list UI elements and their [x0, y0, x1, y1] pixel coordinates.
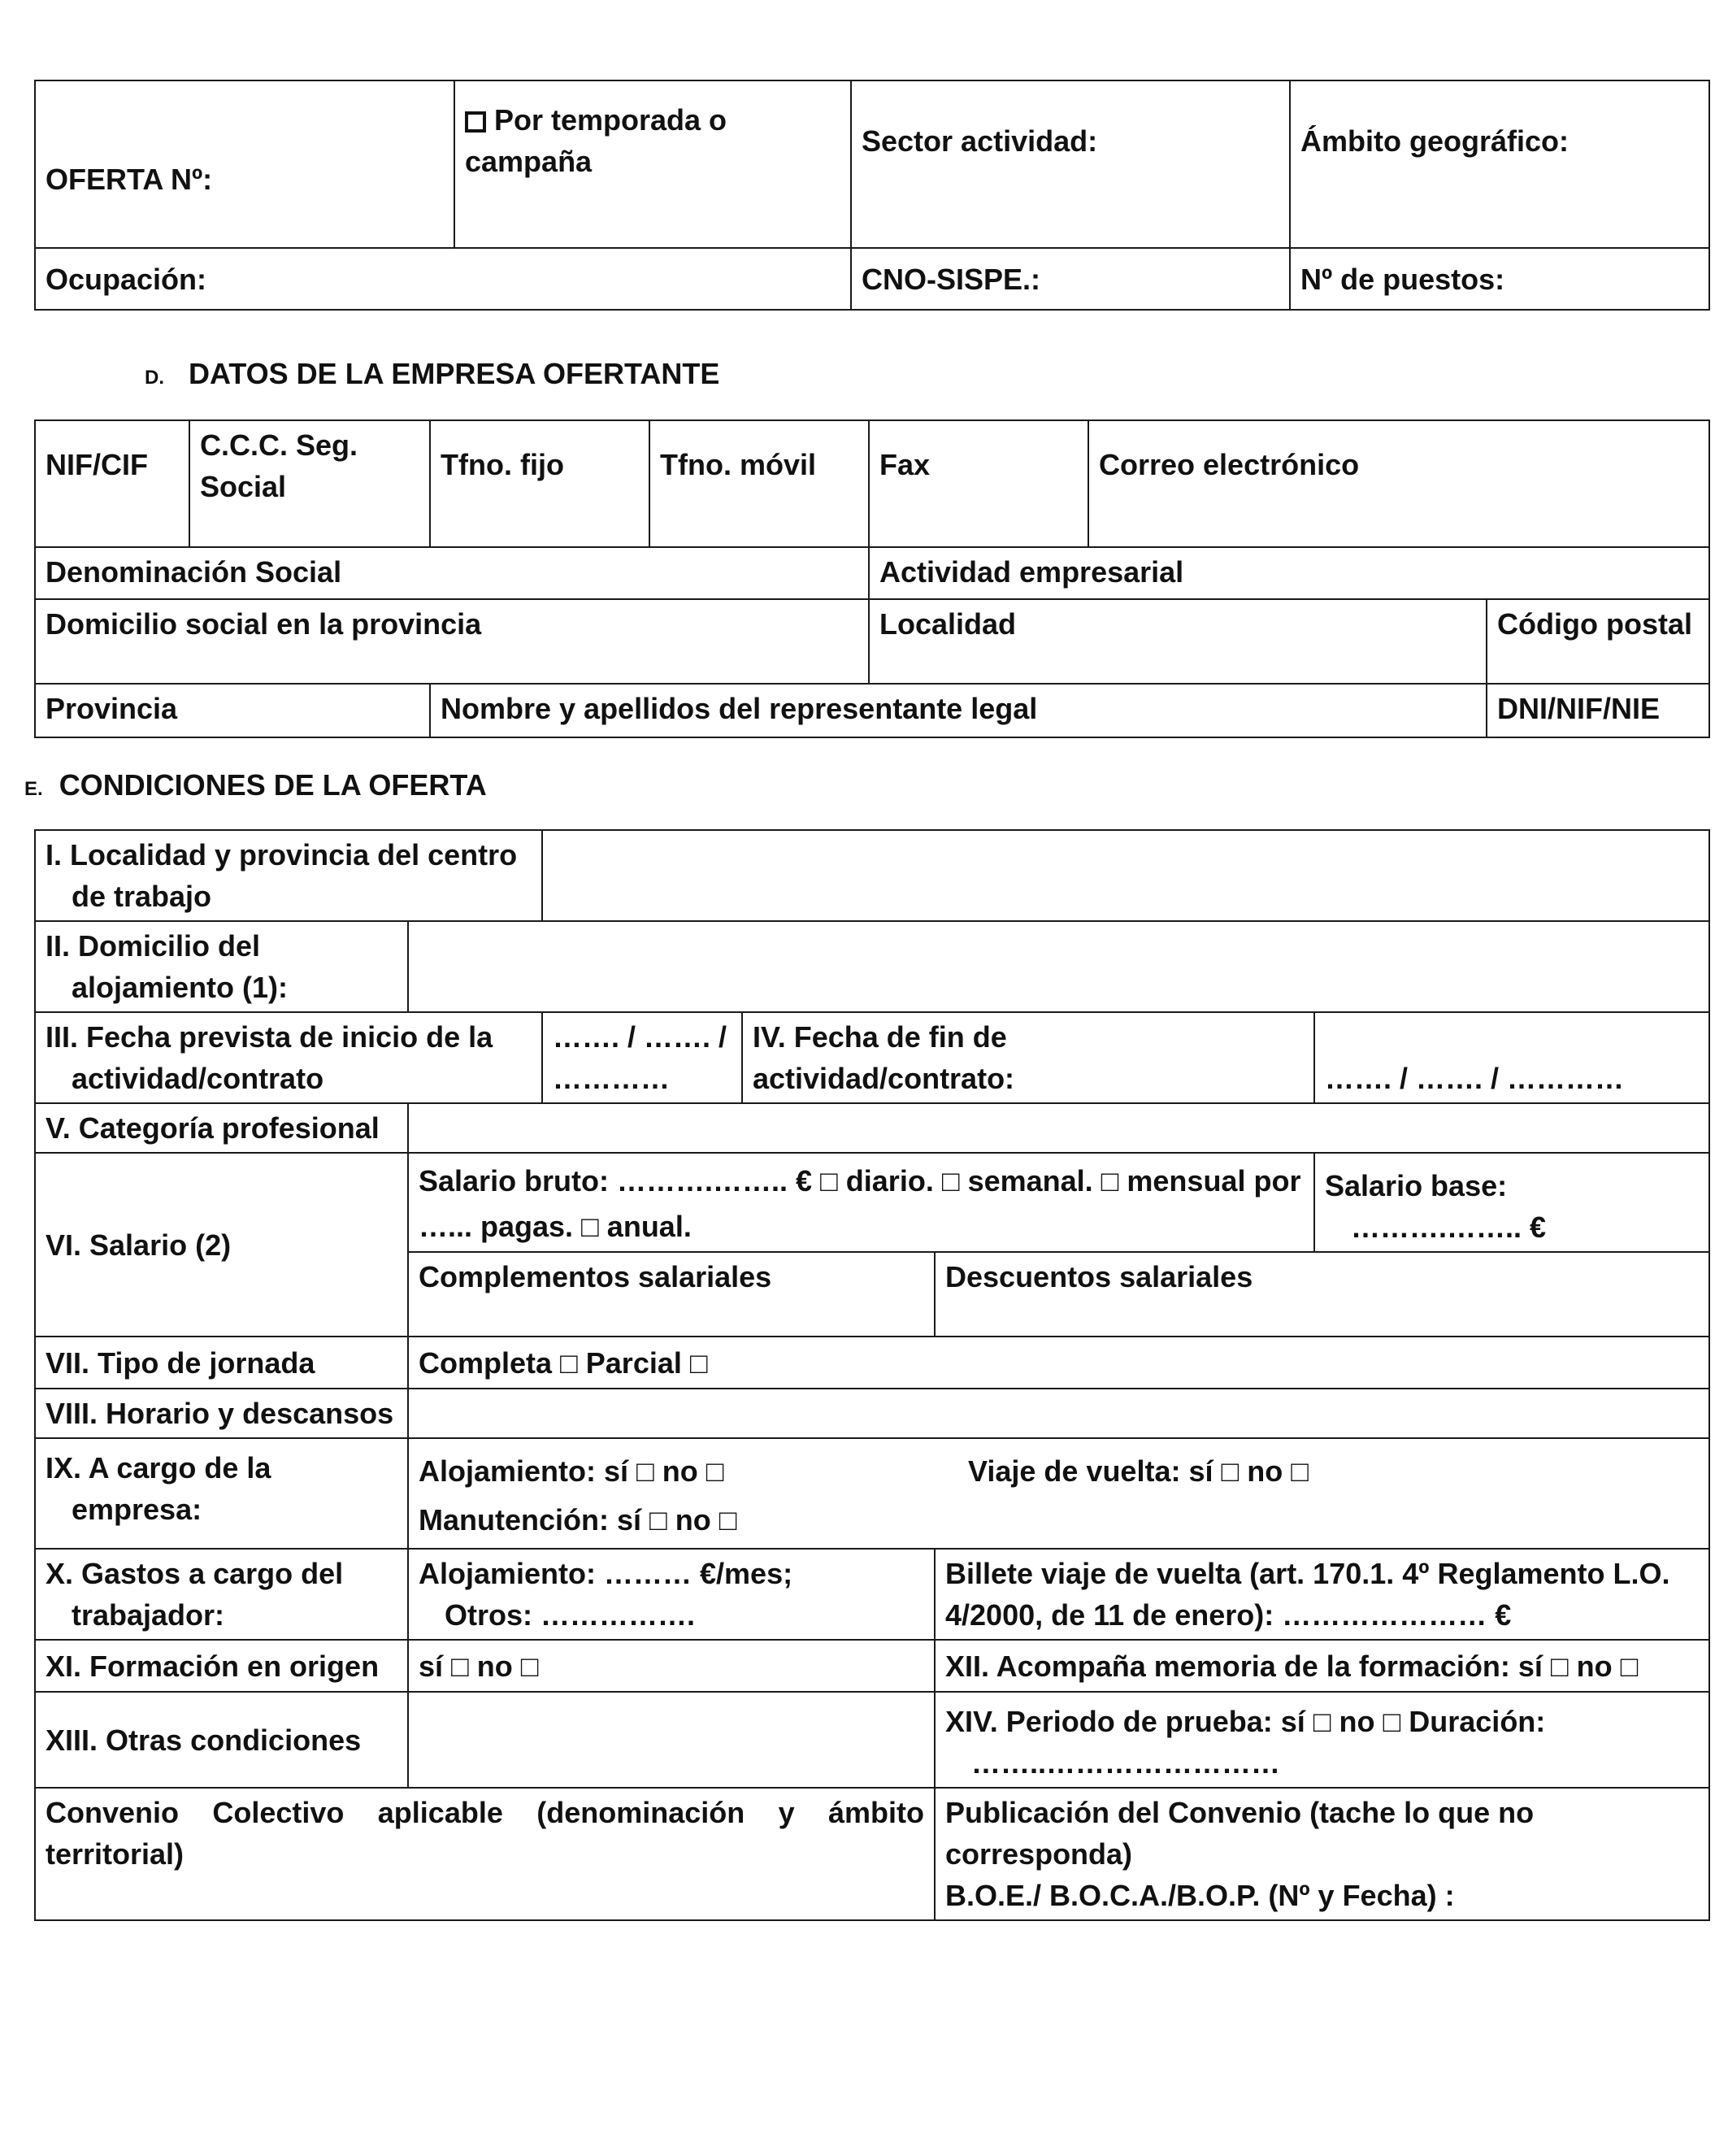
section-e-heading — [24, 764, 487, 810]
manutencion: Manutención: sí □ no □ — [419, 1503, 737, 1537]
billete-vuelta-2: 4/2000, de 11 de enero): ………………… € — [945, 1598, 1512, 1632]
oferta-number-field[interactable] — [35, 80, 454, 248]
fax-label: Fax — [879, 448, 931, 481]
salario-base-cell[interactable] — [1314, 1153, 1709, 1252]
section-e-title: CONDICIONES DE LA OFERTA — [59, 768, 487, 802]
nif-cif-label: NIF/CIF — [46, 448, 148, 481]
domicilio-alojamiento-label-cell — [35, 921, 408, 1012]
actividad-label: Actividad empresarial — [879, 555, 1184, 589]
denominacion-field[interactable] — [35, 547, 869, 599]
fecha-inicio-value: ……. / ……. / ………… — [553, 1020, 727, 1095]
categoria-input[interactable] — [408, 1103, 1709, 1153]
empresa-table — [34, 419, 1710, 738]
r4-label-1: IV. Fecha de fin de — [753, 1020, 1007, 1054]
r2-label-1: II. Domicilio del — [46, 929, 261, 963]
publicacion-2: B.O.E./ B.O.C.A./B.O.P. (Nº y Fecha) : — [945, 1879, 1455, 1912]
representante-field[interactable] — [430, 684, 1487, 737]
cargo-empresa-label-cell — [35, 1438, 408, 1549]
gastos-trabajador-label-cell — [35, 1549, 408, 1640]
salario-bruto-cell[interactable] — [408, 1153, 1314, 1252]
memoria-formacion-cell[interactable] — [935, 1640, 1709, 1692]
representante-label: Nombre y apellidos del representante legal — [441, 692, 1038, 725]
localidad-centro-input[interactable] — [542, 830, 1709, 921]
r10-label-1: X. Gastos a cargo del — [46, 1557, 344, 1590]
correo-field[interactable] — [1088, 420, 1709, 547]
r9-label-2: empresa: — [72, 1493, 202, 1526]
sector-label: Sector actividad: — [862, 124, 1098, 158]
dni-label: DNI/NIF/NIE — [1497, 692, 1661, 725]
alojamiento-trabajador-cell[interactable] — [408, 1549, 935, 1640]
tfno-fijo-field[interactable] — [430, 420, 649, 547]
actividad-field[interactable] — [869, 547, 1709, 599]
cargo-empresa-options-cell[interactable] — [408, 1438, 1709, 1549]
complementos-cell[interactable] — [408, 1252, 935, 1337]
section-d-title: DATOS DE LA EMPRESA OFERTANTE — [189, 357, 720, 390]
condiciones-table — [34, 829, 1710, 1921]
publicacion-1: Publicación del Convenio (tache lo que no corresponda) — [945, 1796, 1535, 1871]
localidad-label: Localidad — [879, 607, 1017, 641]
descuentos-cell[interactable] — [935, 1252, 1709, 1337]
jornada-label-cell — [35, 1337, 408, 1389]
localidad-centro-label-cell — [35, 830, 542, 921]
r1-label-1: I. Localidad y provincia del centro — [46, 838, 518, 872]
fecha-fin-value: ……. / ……. / ………… — [1325, 1062, 1625, 1095]
section-d-heading — [145, 353, 719, 398]
nif-cif-field[interactable] — [35, 420, 189, 547]
r13-label: XIII. Otras condiciones — [46, 1723, 362, 1757]
r14-label-1: XIV. Periodo de prueba: sí □ no □ Duración: — [945, 1705, 1546, 1738]
convenio-label: Convenio Colectivo aplicable (denominación y ámbito territorial) — [46, 1796, 924, 1871]
denominacion-label: Denominación Social — [46, 555, 342, 589]
puestos-field[interactable] — [1290, 248, 1709, 310]
horario-label-cell — [35, 1389, 408, 1438]
r4-label-2: actividad/contrato: — [753, 1062, 1015, 1095]
cno-label: CNO-SISPE.: — [862, 262, 1041, 296]
offer-header-table — [34, 80, 1710, 311]
formacion-label-cell — [35, 1640, 408, 1692]
ccc-label-2: Social — [200, 470, 287, 503]
fecha-fin-input[interactable] — [1314, 1012, 1709, 1103]
otras-condiciones-input[interactable] — [408, 1692, 935, 1788]
billete-vuelta-1: Billete viaje de vuelta (art. 170.1. 4º Reglamento L.O. — [945, 1557, 1670, 1590]
convenio-cell[interactable] — [35, 1788, 935, 1920]
puestos-label: Nº de puestos: — [1300, 262, 1505, 296]
r3-label-1: III. Fecha prevista de inicio de la — [46, 1020, 493, 1054]
r1-label-2: de trabajo — [72, 880, 212, 913]
horario-input[interactable] — [408, 1389, 1709, 1438]
salario-base-1: Salario base: — [1325, 1169, 1508, 1202]
codigo-postal-label: Código postal — [1497, 607, 1692, 641]
ocupacion-field[interactable] — [35, 248, 851, 310]
descuentos-label: Descuentos salariales — [945, 1260, 1253, 1293]
jornada-options: Completa □ Parcial □ — [419, 1345, 708, 1380]
temporada-field[interactable] — [454, 80, 851, 248]
r9-label-1: IX. A cargo de la — [46, 1451, 271, 1484]
temporada-checkbox[interactable] — [465, 111, 486, 133]
tfno-movil-label: Tfno. móvil — [660, 448, 816, 481]
billete-vuelta-cell[interactable] — [935, 1549, 1709, 1640]
provincia-label: Provincia — [46, 692, 178, 725]
cno-field[interactable] — [851, 248, 1290, 310]
r7-label: VII. Tipo de jornada — [46, 1345, 315, 1380]
jornada-options-cell[interactable] — [408, 1337, 1709, 1389]
r8-label: VIII. Horario y descansos — [46, 1397, 394, 1430]
salario-base-2: ……….…….. € — [1351, 1211, 1547, 1244]
salario-label-cell — [35, 1153, 408, 1337]
publicacion-cell[interactable] — [935, 1788, 1709, 1920]
complementos-label: Complementos salariales — [419, 1260, 772, 1293]
codigo-postal-field[interactable] — [1487, 599, 1709, 684]
r11-label: XI. Formación en origen — [46, 1649, 380, 1683]
salario-bruto-2: …... pagas. □ anual. — [419, 1210, 692, 1243]
categoria-label-cell — [35, 1103, 408, 1153]
otras-condiciones-label-cell — [35, 1692, 408, 1788]
oferta-label: OFERTA Nº: — [46, 162, 213, 196]
r3-label-2: actividad/contrato — [72, 1062, 324, 1095]
fecha-inicio-input[interactable] — [542, 1012, 742, 1103]
sector-field[interactable] — [851, 80, 1290, 248]
r2-label-2: alojamiento (1): — [72, 971, 289, 1004]
r14-label-2: ……..…………………… — [971, 1746, 1281, 1780]
viaje-vuelta: Viaje de vuelta: sí □ no □ — [968, 1454, 1309, 1488]
correo-label: Correo electrónico — [1099, 448, 1360, 481]
alojamiento-trabajador-2: Otros: ……………. — [445, 1598, 696, 1632]
formacion-options-cell[interactable] — [408, 1640, 935, 1692]
r6-label: VI. Salario (2) — [46, 1228, 232, 1262]
localidad-field[interactable] — [869, 599, 1487, 684]
domicilio-label: Domicilio social en la provincia — [46, 607, 482, 641]
formacion-options: sí □ no □ — [419, 1649, 539, 1683]
periodo-prueba-cell[interactable] — [935, 1692, 1709, 1788]
domicilio-field[interactable] — [35, 599, 869, 684]
tfno-fijo-label: Tfno. fijo — [441, 448, 564, 481]
ccc-label-1: C.C.C. Seg. — [200, 428, 358, 462]
temporada-label: Por temporada o campaña — [465, 103, 727, 178]
fecha-fin-label-cell — [742, 1012, 1314, 1103]
section-d-letter: D. — [145, 367, 164, 389]
ccc-field[interactable] — [189, 420, 430, 547]
fax-field[interactable] — [869, 420, 1088, 547]
r12-label: XII. Acompaña memoria de la formación: sí □ no □ — [945, 1649, 1639, 1683]
ambito-field[interactable] — [1290, 80, 1709, 248]
provincia-field[interactable] — [35, 684, 430, 737]
tfno-movil-field[interactable] — [649, 420, 869, 547]
salario-bruto-1: Salario bruto: ……….…….. € □ diario. □ semanal. □ mensual por — [419, 1164, 1301, 1198]
r10-label-2: trabajador: — [72, 1598, 225, 1632]
domicilio-alojamiento-input[interactable] — [408, 921, 1709, 1012]
dni-field[interactable] — [1487, 684, 1709, 737]
alojamiento-trabajador-1: Alojamiento: ……… €/mes; — [419, 1557, 793, 1590]
fecha-inicio-label-cell — [35, 1012, 542, 1103]
section-e-letter: E. — [24, 778, 43, 800]
r5-label: V. Categoría profesional — [46, 1111, 380, 1145]
ocupacion-label: Ocupación: — [46, 262, 207, 296]
alojamiento-empresa: Alojamiento: sí □ no □ — [419, 1454, 724, 1488]
ambito-label: Ámbito geográfico: — [1300, 124, 1569, 158]
